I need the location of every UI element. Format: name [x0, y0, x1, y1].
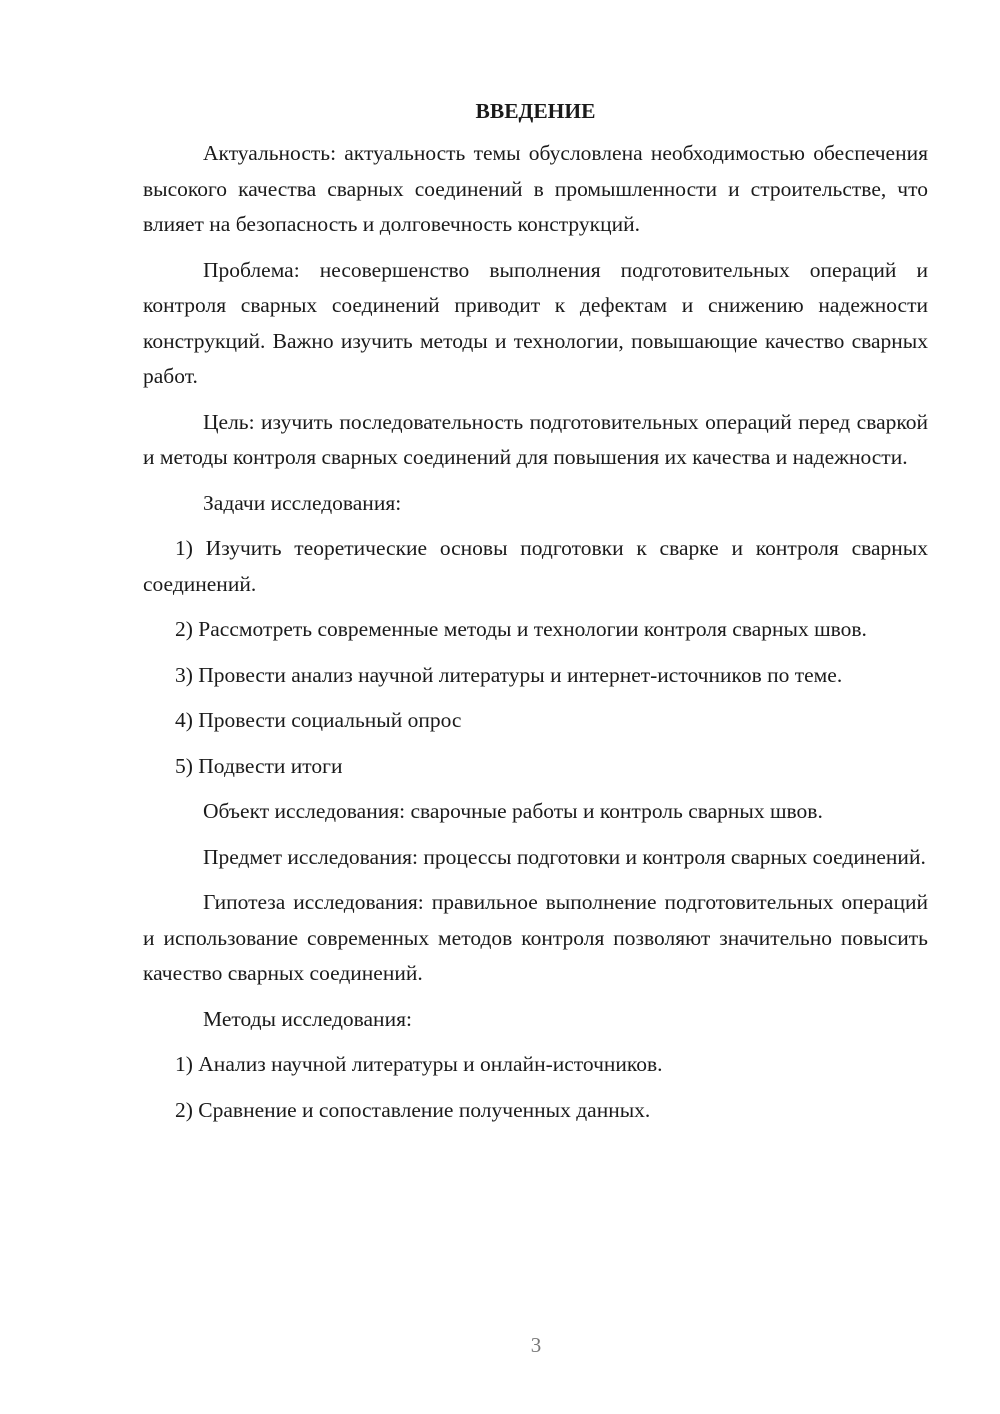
document-page [143, 96, 928, 1138]
task-item-4: 4) Провести социальный опрос [175, 708, 462, 732]
paragraph-relevance: Актуальность: актуальность темы обусловлена необходимостью обеспечения высокого качества сварных соединений в промышленности и строительстве, что влияет на безопасность и долговечность конструкций. [143, 141, 928, 236]
task-item-5: 5) Подвести итоги [175, 753, 343, 778]
task-item-2: 2) Рассмотреть современные методы и технологии контроля сварных швов. [175, 617, 867, 641]
paragraph-hypothesis: Гипотеза исследования: правильное выполнение подготовительных операций и использование современных методов контроля позволяют значительно повысить качество сварных соединений. [143, 890, 928, 985]
paragraph-goal: Цель: изучить последовательность подготовительных операций перед сваркой и методы контроля сварных соединений для повышения их качества и надежности. [143, 409, 928, 469]
page-number: 3 [530, 1333, 542, 1357]
task-item-1: 1) Изучить теоретические основы подготовки к сварке и контроля сварных соединений. [143, 536, 928, 596]
paragraph-methods-heading: Методы исследования: [203, 1006, 412, 1031]
paragraph-problem: Проблема: несовершенство выполнения подготовительных операций и контроля сварных соединений приводит к дефектам и снижению надежности конструкций. Важно изучить методы и технологии, повышающие качество сварных работ. [143, 257, 928, 388]
task-item-3: 3) Провести анализ научной литературы и интернет-источников по теме. [175, 662, 843, 687]
paragraph-tasks-heading: Задачи исследования: [203, 490, 402, 515]
paragraph-subject: Предмет исследования: процессы подготовки и контроля сварных соединений. [203, 844, 926, 869]
section-title: ВВЕДЕНИЕ [475, 99, 596, 123]
method-item-2: 2) Сравнение и сопоставление полученных данных. [175, 1097, 651, 1122]
method-item-1: 1) Анализ научной литературы и онлайн-источников. [175, 1052, 663, 1076]
paragraph-object: Объект исследования: сварочные работы и контроль сварных швов. [203, 799, 823, 823]
